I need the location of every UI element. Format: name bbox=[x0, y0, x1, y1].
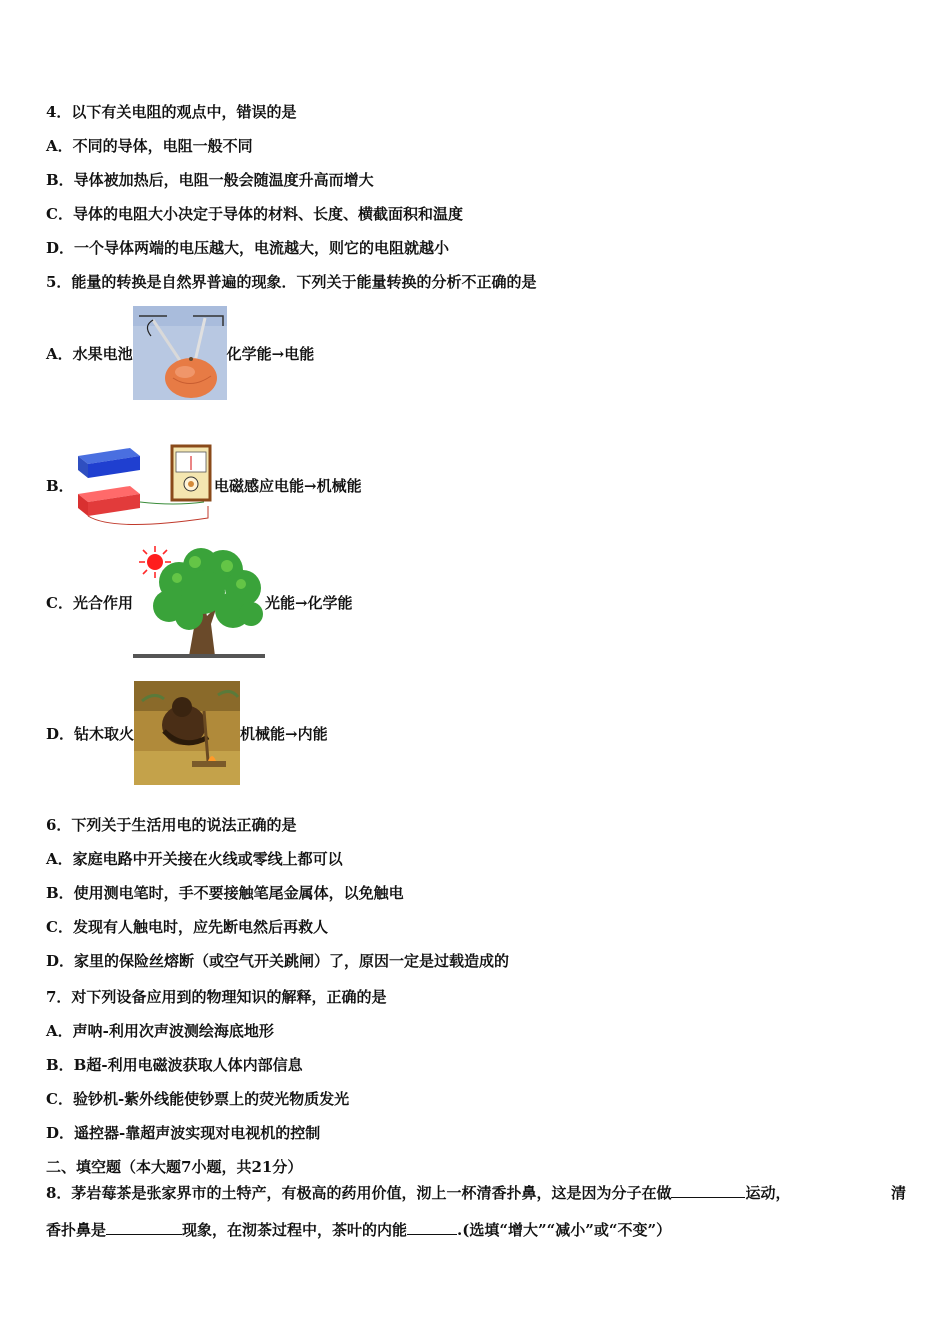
q5-option-a-desc: 化学能→电能 bbox=[226, 344, 315, 363]
q8-text-4: 香扑鼻是 bbox=[46, 1221, 107, 1239]
q8-text-2: 运动， bbox=[745, 1184, 791, 1202]
q8-line2 bbox=[46, 1220, 671, 1240]
q7-option-d: D．遥控器-靠超声波实现对电视机的控制 bbox=[46, 1124, 321, 1142]
q7-option-b: B．B超-利用电磁波获取人体内部信息 bbox=[46, 1056, 303, 1074]
q6-option-b: B．使用测电笔时，手不要接触笔尾金属体，以免触电 bbox=[46, 884, 404, 902]
q7-option-c: C．验钞机-紫外线能使钞票上的荧光物质发光 bbox=[46, 1090, 350, 1108]
q8-blank-2[interactable] bbox=[106, 1220, 182, 1235]
q5-option-a bbox=[46, 306, 314, 400]
fruit-battery-icon bbox=[133, 306, 227, 400]
q5-option-d-label: D．钻木取火 bbox=[46, 724, 135, 743]
q5-option-d-desc: 机械能→内能 bbox=[240, 724, 328, 743]
q5-option-b-label: B． bbox=[46, 476, 74, 495]
section-title: 二、填空题（本大题7小题，共21分） bbox=[46, 1158, 303, 1176]
q5-option-d bbox=[46, 681, 328, 785]
q8-text-3: 清 bbox=[890, 1184, 906, 1202]
electromagnetic-induction-icon bbox=[74, 442, 214, 528]
q6-option-c: C．发现有人触电时，应先断电然后再救人 bbox=[46, 918, 328, 936]
q5-option-c-label: C．光合作用 bbox=[46, 593, 133, 612]
q8-line1 bbox=[46, 1183, 906, 1203]
q8-blank-3[interactable] bbox=[407, 1220, 457, 1235]
q5-option-c-desc: 光能→化学能 bbox=[264, 593, 353, 612]
drilling-wood-fire-icon bbox=[134, 681, 240, 785]
q4-option-b: B．导体被加热后，电阻一般会随温度升高而增大 bbox=[46, 171, 374, 189]
q8-blank-1[interactable] bbox=[671, 1183, 745, 1198]
q7-stem: 7．对下列设备应用到的物理知识的解释，正确的是 bbox=[46, 988, 387, 1006]
q4-option-c: C．导体的电阻大小决定于导体的材料、长度、横截面积和温度 bbox=[46, 205, 463, 223]
q5-option-b bbox=[46, 442, 362, 528]
q5-stem: 5．能量的转换是自然界普遍的现象．下列关于能量转换的分析不正确的是 bbox=[46, 273, 537, 291]
q6-option-d: D．家里的保险丝熔断（或空气开关跳闸）了，原因一定是过载造成的 bbox=[46, 952, 510, 970]
q5-option-b-desc: 电磁感应电能→机械能 bbox=[214, 476, 362, 495]
q4-option-d: D．一个导体两端的电压越大，电流越大，则它的电阻就越小 bbox=[46, 239, 450, 257]
tree-sun-icon bbox=[133, 544, 265, 660]
q5-option-a-label: A．水果电池 bbox=[46, 344, 133, 363]
q4-option-a: A．不同的导体，电阻一般不同 bbox=[46, 137, 253, 155]
q8-text-1: 8．茅岩莓茶是张家界市的土特产，有极高的药用价值，沏上一杯清香扑鼻，这是因为分子在做 bbox=[46, 1184, 672, 1202]
q8-text-6: .(选填“增大”“减小”或“不变”） bbox=[457, 1221, 672, 1239]
q8-text-5: 现象，在沏茶过程中，茶叶的内能 bbox=[182, 1221, 408, 1239]
q4-stem: 4．以下有关电阻的观点中，错误的是 bbox=[46, 103, 297, 121]
q6-option-a: A．家庭电路中开关接在火线或零线上都可以 bbox=[46, 850, 343, 868]
q5-option-c bbox=[46, 544, 353, 660]
q7-option-a: A．声呐-利用次声波测绘海底地形 bbox=[46, 1022, 274, 1040]
q6-stem: 6．下列关于生活用电的说法正确的是 bbox=[46, 816, 297, 834]
